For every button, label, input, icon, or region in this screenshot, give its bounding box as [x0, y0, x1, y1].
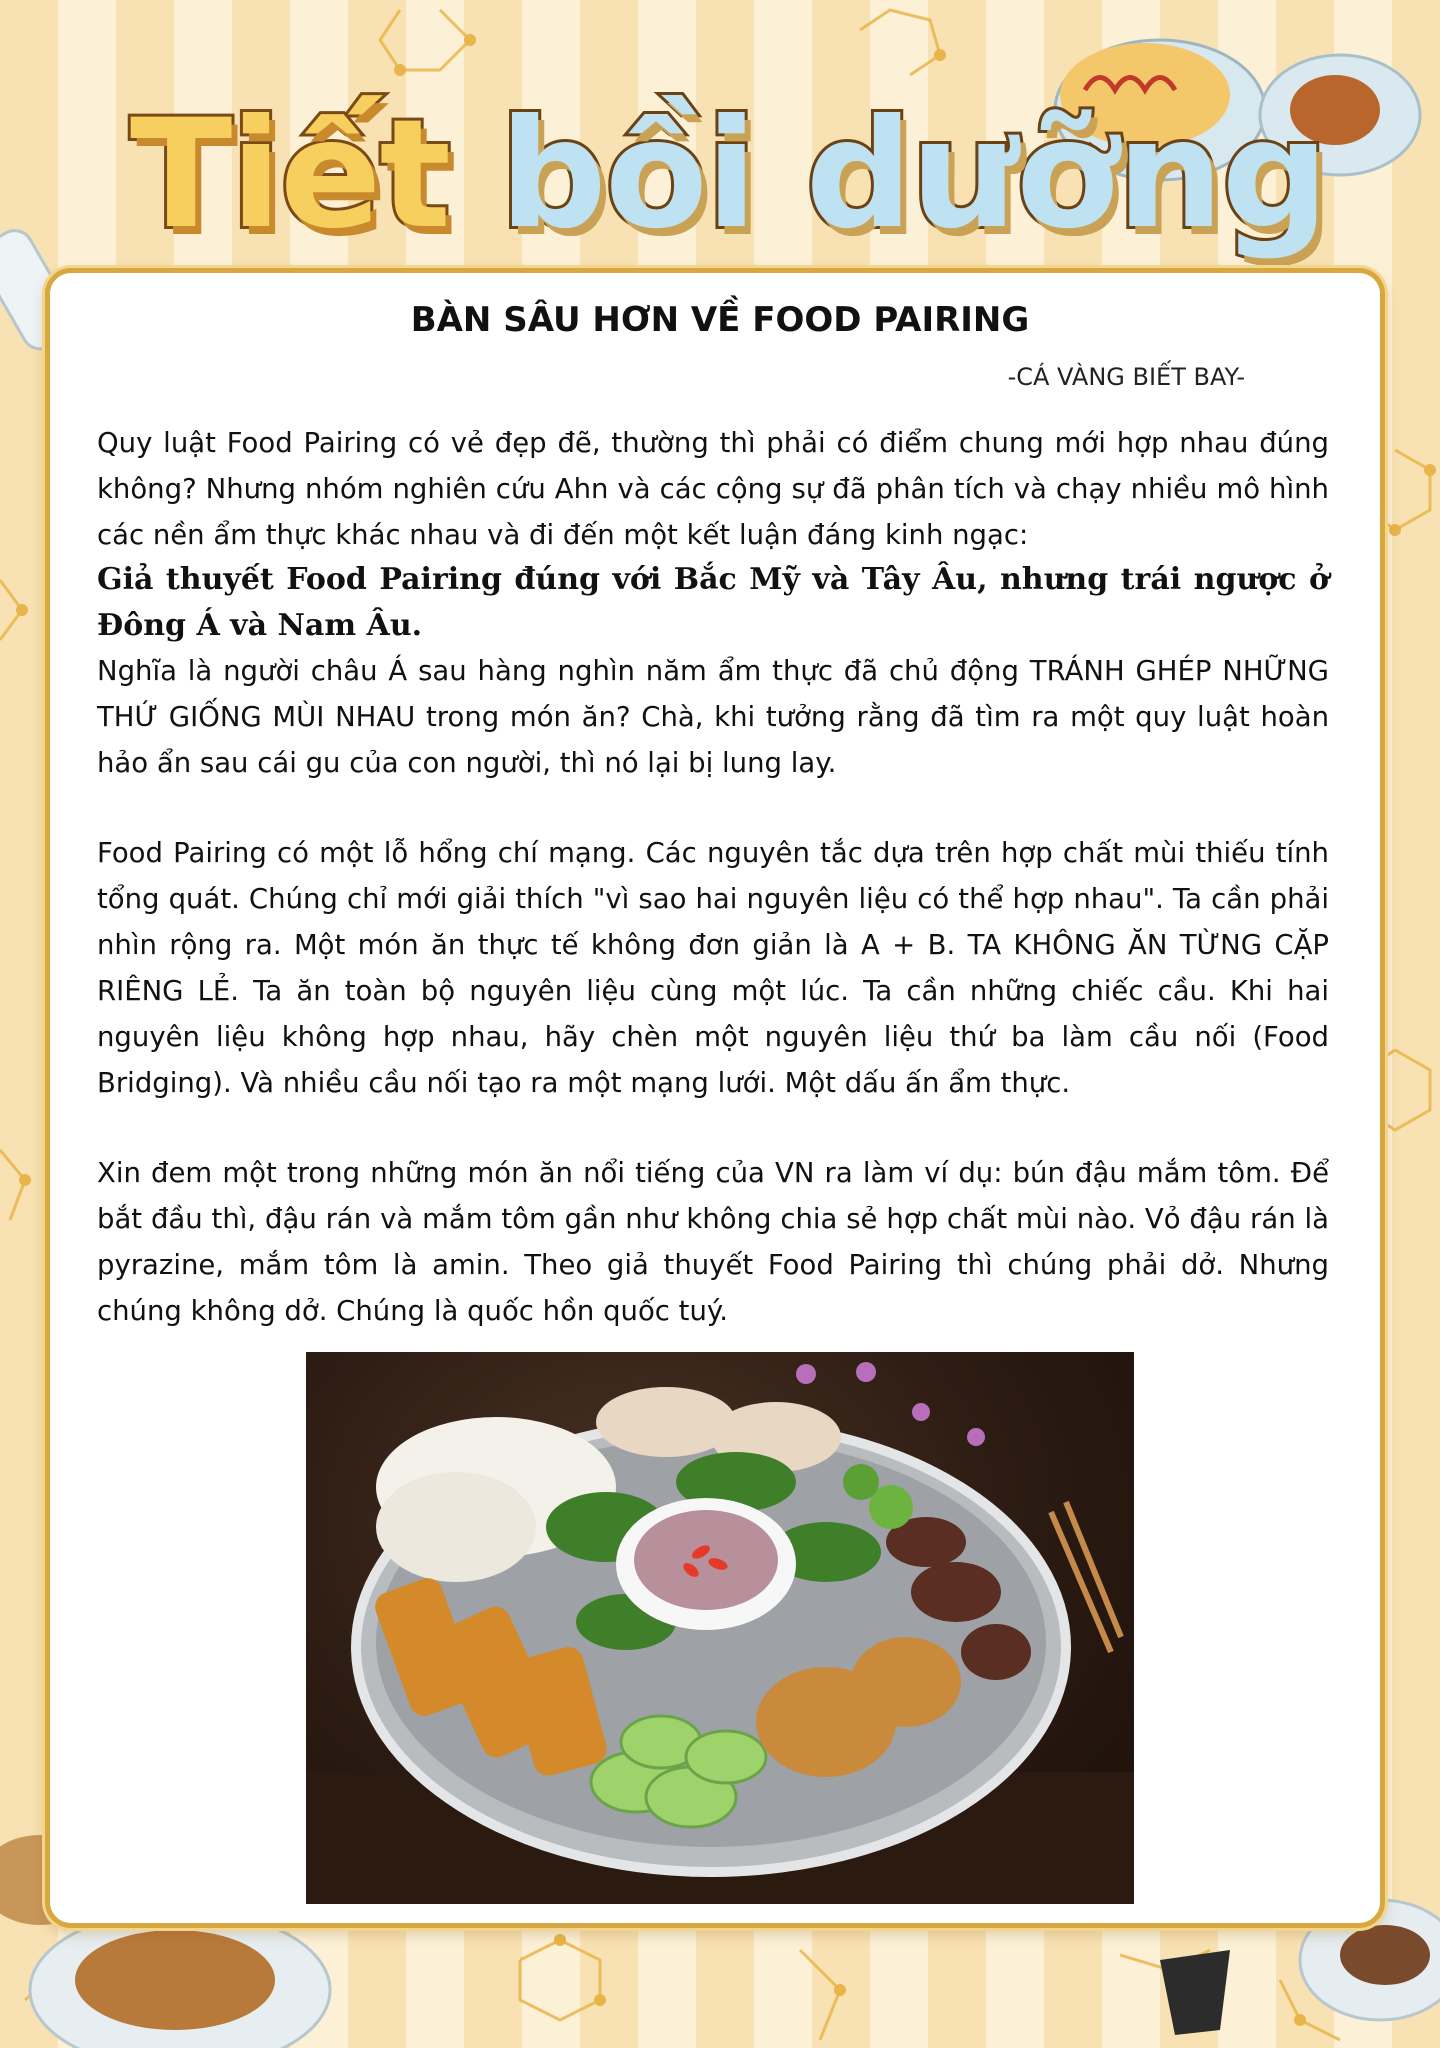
banner-word-tiet: Tiết — [130, 88, 450, 262]
dish-illustration — [306, 1352, 1134, 1904]
paragraph-hypothesis: Giả thuyết Food Pairing đúng với Bắc Mỹ và Tây Âu, nhưng trái ngược ở Đông Á và Nam Âu. — [97, 562, 1329, 643]
paragraph-intro: Quy luật Food Pairing có vẻ đẹp đẽ, thường thì phải có điểm chung mới hợp nhau đúng không? Nhưng nhóm nghiên cứu Ahn và các cộng sự đã phân tích và chạy nhiều mô hình các nền ẩm thực khác nhau và đi đến một kết luận đáng kinh ngạc: — [97, 427, 1329, 551]
article-author: -CÁ VÀNG BIẾT BAY- — [1007, 363, 1245, 391]
banner-word-boi-duong: bồi dưỡng — [499, 88, 1327, 262]
banner-title — [130, 75, 1327, 285]
paragraph-food-bridging: Food Pairing có một lỗ hổng chí mạng. Các nguyên tắc dựa trên hợp chất mùi thiếu tính tổng quát. Chúng chỉ mới giải thích "vì sao hai nguyên liệu có thể hợp nhau". Ta cần phải nhìn rộng ra. Một món ăn thực tế không đơn giản là A + B. TA KHÔNG ĂN TỪNG CẶP RIÊNG LẺ. Ta ăn toàn bộ nguyên liệu cùng một lúc. Ta cần những chiếc cầu. Khi hai nguyên liệu không hợp nhau, hãy chèn một nguyên liệu thứ ba làm cầu nối (Food Bridging). Và nhiều cầu nối tạo ra một mạng lưới. Một dấu ấn ẩm thực. — [97, 837, 1329, 1099]
paragraph-asia: Nghĩa là người châu Á sau hàng nghìn năm ẩm thực đã chủ động TRÁNH GHÉP NHỮNG THỨ GIỐNG MÙI NHAU trong món ăn? Chà, khi tưởng rằng đã tìm ra một quy luật hoàn hảo ẩn sau cái gu của con người, thì nó lại bị lung lay. — [97, 655, 1329, 779]
article-title: BÀN SÂU HƠN VỀ FOOD PAIRING — [410, 300, 1030, 340]
paragraph-bun-dau: Xin đem một trong những món ăn nổi tiếng của VN ra làm ví dụ: bún đậu mắm tôm. Để bắt đầu thì, đậu rán và mắm tôm gần như không chia sẻ hợp chất mùi nào. Vỏ đậu rán là pyrazine, mắm tôm là amin. Theo giả thuyết Food Pairing thì chúng phải dở. Nhưng chúng không dở. Chúng là quốc hồn quốc tuý. — [97, 1157, 1329, 1327]
bun-dau-mam-tom-photo — [306, 1352, 1134, 1904]
